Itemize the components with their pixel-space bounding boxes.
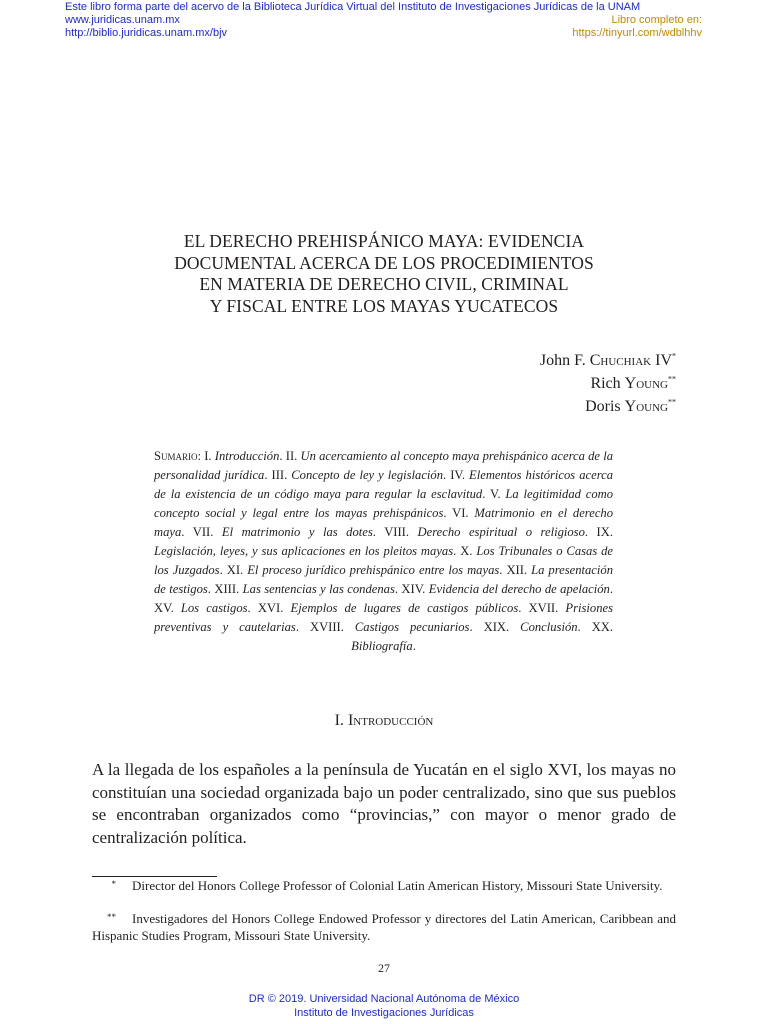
summary-item-title: Castigos pecuniarios <box>354 620 470 634</box>
author-list <box>540 349 676 418</box>
footer-institute: Instituto de Investigaciones Jurídicas <box>294 1007 474 1019</box>
author-first-name: John F. <box>539 352 590 369</box>
summary-item-number: XX. <box>591 620 614 634</box>
author-first-name: Doris <box>585 398 625 415</box>
chapter-title-line: EL DERECHO PREHISPÁNICO MAYA: EVIDENCIA <box>183 231 585 251</box>
summary-item-title: Bibliografía <box>351 639 413 653</box>
summary-item-title: Concepto de ley y legislación <box>291 468 444 482</box>
footnote-text: Director del Honors College Professor of Colonial Latin American History, Missouri State University. <box>132 878 663 893</box>
footnote-marker: * <box>111 879 116 889</box>
summary-item-number: IX. <box>596 525 613 539</box>
body-paragraph: A la llegada de los españoles a la península de Yucatán en el siglo XVI, los mayas no constituían una sociedad organizada bajo un poder centralizado, sino que sus pueblos se encontraban organizados como “provincias,” con mayor o menor grado de centralización política. <box>92 760 676 847</box>
footnote <box>92 878 676 895</box>
summary-item-title: Prisiones preventivas y cautelarias <box>154 601 613 634</box>
page-number: 27 <box>378 961 390 975</box>
author-first-name: Rich <box>590 375 625 392</box>
chapter-title-line: Y FISCAL ENTRE LOS MAYAS YUCATECOS <box>209 295 559 316</box>
header-library-notice: Este libro forma parte del acervo de la Biblioteca Jurídica Virtual del Instituto de Investigaciones Jurídicas de la UNAM <box>65 1 641 13</box>
footnote-text: Investigadores del Honors College Endowed Professor y directores del Latin American, Caribbean and Hispanic Studies Program, Missouri State University. <box>92 911 676 943</box>
summary-item-title: La legitimidad como concepto social y legal entre los mayas prehispánicos <box>154 487 614 520</box>
section-heading: I. Introducción <box>334 712 434 729</box>
summary-item-title: Los castigos <box>180 601 248 615</box>
summary-item-number: XVII. <box>528 601 559 615</box>
chapter-summary: Sumario: I. Introducción. II. Un acercamiento al concepto maya prehispánico acerca de la personalidad jurídica. III. Concepto de ley y legislación. IV. Elementos históricos acerca de la existencia de un código maya para regular la esclavitud. V. La legitimidad como concepto social y legal entre los mayas prehispánicos. VI. Matrimonio en el derecho maya. VII. El matrimonio y las dotes. VIII. Derecho espiritual o religioso. IX. Legislación, leyes, y sus aplicaciones en los pleitos mayas. X. Los Tribunales o Casas de los Juzgados. XI. El proceso jurídico prehispánico entre los mayas. XII. La presentación de testigos. XIII. Las sentencias y las condenas. XIV. Evidencia del derecho de apelación. XV. Los castigos. XVI. Ejemplos de lugares de castigos públicos. XVII. Prisiones preventivas y cautelarias. XVIII. Castigos pecuniarios. XIX. Conclusión. XX. Bibliografía. <box>154 449 614 653</box>
author-last-name: Young <box>624 375 668 392</box>
summary-item-number: XIV. <box>401 582 426 596</box>
chapter-title-line: DOCUMENTAL ACERCA DE LOS PROCEDIMIENTOS <box>174 252 594 273</box>
summary-label: Sumario <box>154 449 198 463</box>
footnote-marker: ** <box>668 397 676 407</box>
header-full-book-link[interactable]: https://tinyurl.com/wdblhhv <box>572 27 702 39</box>
summary-item-number: III. <box>271 468 288 482</box>
chapter-title-line: EN MATERIA DE DERECHO CIVIL, CRIMINAL <box>199 274 569 294</box>
footnote-marker: * <box>672 351 676 361</box>
chapter-title <box>92 231 676 317</box>
header-full-book-label: Libro completo en: <box>611 14 702 26</box>
summary-item-title: Elementos históricos acerca de la existencia de un código maya para regular la esclavitud <box>154 468 614 501</box>
summary-item-number: I. <box>204 449 212 463</box>
summary-item-title: Legislación, leyes, y sus aplicaciones en los pleitos mayas <box>154 544 454 558</box>
author-name <box>540 349 676 372</box>
author-name <box>540 372 676 395</box>
summary-item-title: Ejemplos de lugares de castigos públicos <box>290 601 519 615</box>
summary-item-title: El proceso jurídico prehispánico entre los mayas <box>247 563 500 577</box>
summary-item-title: Derecho espiritual o religioso <box>417 525 585 539</box>
footer-copyright: DR © 2019. Universidad Nacional Autónoma de México <box>248 993 520 1005</box>
summary-item-number: XI. <box>226 563 244 577</box>
author-last-name: Chuchiak IV <box>589 352 672 369</box>
summary-item-title: Evidencia del derecho de apelación <box>428 582 610 596</box>
summary-item-number: IV. <box>450 468 466 482</box>
summary-item-number: XII. <box>506 563 528 577</box>
summary-item-number: VII. <box>192 525 214 539</box>
footnote <box>92 911 676 944</box>
summary-item-title: Los Tribunales o Casas de los Juzgados <box>154 544 614 577</box>
summary-item-number: VI. <box>452 506 469 520</box>
summary-item-number: X. <box>460 544 473 558</box>
header-bjv-link[interactable]: http://biblio.juridicas.unam.mx/bjv <box>65 27 228 39</box>
summary-item-title: Matrimonio en el derecho maya <box>154 506 614 539</box>
author-last-name: Young <box>624 398 668 415</box>
summary-item-title: Introducción <box>214 449 280 463</box>
summary-item-number: V. <box>489 487 501 501</box>
footnote-marker: ** <box>107 912 116 922</box>
header-juridicas-link[interactable]: www.juridicas.unam.mx <box>65 14 180 26</box>
summary-item-title: Un acercamiento al concepto maya prehispánico acerca de la personalidad jurídica <box>154 449 614 482</box>
summary-item-number: XIX. <box>483 620 510 634</box>
summary-item-number: VIII. <box>384 525 410 539</box>
summary-item-number: XVI. <box>257 601 284 615</box>
summary-item-number: XVIII. <box>309 620 344 634</box>
summary-item-number: XV. <box>154 601 174 615</box>
author-name <box>540 395 676 418</box>
summary-item-title: La presentación de testigos <box>154 563 613 596</box>
summary-item-title: Conclusión <box>520 620 578 634</box>
summary-item-number: II. <box>285 449 298 463</box>
summary-item-title: Las sentencias y las condenas <box>242 582 395 596</box>
summary-item-number: XIII. <box>214 582 240 596</box>
summary-item-title: El matrimonio y las dotes <box>221 525 373 539</box>
footnote-marker: ** <box>668 374 676 384</box>
